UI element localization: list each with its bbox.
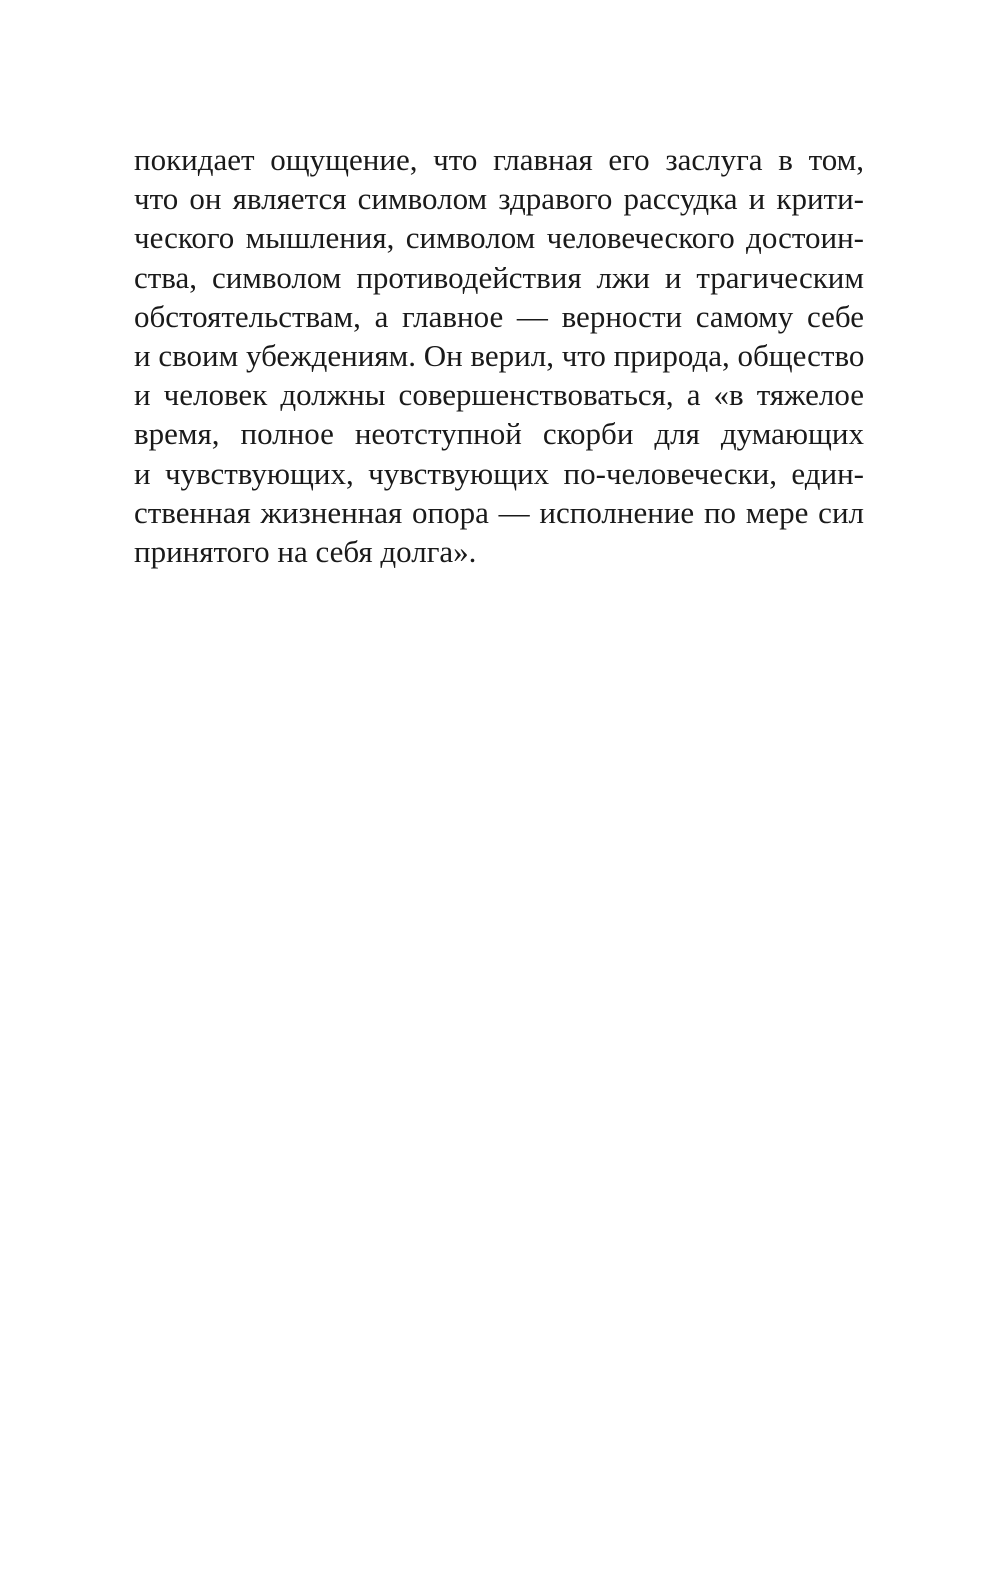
text-line: покидает ощущение, что главная его заслуга в том,	[134, 142, 864, 177]
text-line: ческого мышления, символом человеческого достоин-	[134, 220, 864, 256]
text-line: ства, символом противодействия лжи и трагическим	[134, 259, 864, 295]
text-line: и человек должны совершенствоваться, а «в тяжелое	[134, 377, 864, 413]
text-line: обстоятельствам, а главное — верности самому себе	[134, 298, 864, 334]
text-line: ственная жизненная опора — исполнение по мере сил	[134, 494, 864, 530]
body-text	[134, 140, 864, 571]
text-line-last: принятого на себя долга».	[134, 533, 477, 569]
text-line: время, полное неотступной скорби для думающих	[134, 416, 864, 452]
text-line: что он является символом здравого рассудка и крити-	[134, 181, 864, 217]
text-line: и своим убеждениям. Он верил, что природа, общество	[134, 337, 865, 373]
text-line: и чувствующих, чувствующих по-человечески, един-	[134, 455, 864, 491]
